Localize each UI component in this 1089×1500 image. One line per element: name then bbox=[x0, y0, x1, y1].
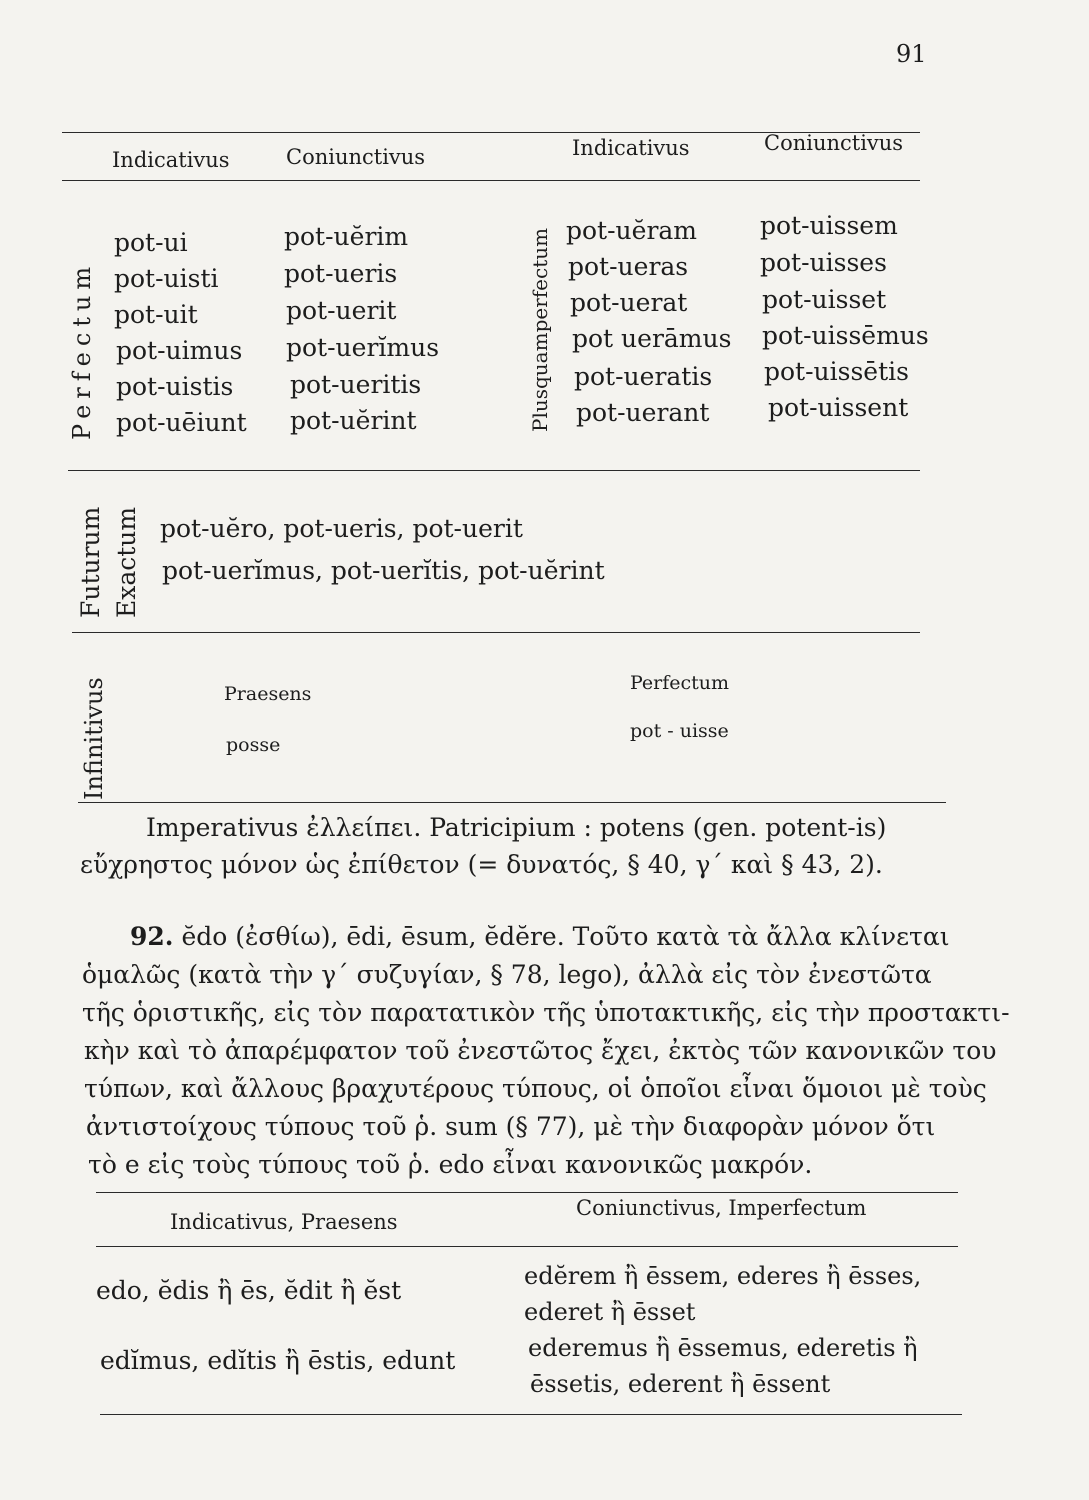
table-header-rule bbox=[62, 180, 920, 181]
perf-conj-4: pot-uerĭmus bbox=[286, 333, 440, 362]
section-92-line-5: τύπων, καὶ ἄλλους βραχυτέρους τύπους, οἱ ὁποῖοι εἶναι ὅμοιοι μὲ τοὺς bbox=[84, 1074, 987, 1103]
perf-conj-2: pot-ueris bbox=[284, 259, 398, 288]
perf-conj-5: pot-ueritis bbox=[290, 370, 422, 399]
perf-ind-4: pot-uimus bbox=[116, 336, 243, 365]
plusquamperfectum-label: Plusquamperfectum bbox=[528, 227, 552, 432]
plusq-ind-1: pot-uĕram bbox=[566, 216, 698, 245]
header-left-indicativus: Indicativus bbox=[112, 148, 230, 172]
plusq-conj-2: pot-uisses bbox=[760, 248, 887, 277]
header-left-coniunctivus: Coniunctivus bbox=[286, 145, 426, 169]
header-right-indicativus: Indicativus bbox=[572, 136, 690, 160]
edo-table-bottom-rule bbox=[100, 1414, 962, 1415]
edo-left-row-2: edĭmus, edĭtis ἢ ēstis, edunt bbox=[100, 1346, 456, 1375]
page-number: 91 bbox=[896, 40, 927, 68]
perfectum-bottom-rule bbox=[68, 470, 920, 471]
futurum-line-2: pot-uerĭmus, pot-uerĭtis, pot-uĕrint bbox=[162, 556, 605, 585]
edo-right-row-1: edĕrem ἢ ēssem, ederes ἢ ēsses, bbox=[524, 1262, 922, 1290]
edo-header-left: Indicativus, Praesens bbox=[170, 1210, 398, 1234]
section-92-line-1-text: ĕdo (ἐσθίω), ēdi, ēsum, ĕdĕre. Τοῦτο κατὰ τὰ ἄλλα κλίνεται bbox=[181, 922, 950, 951]
perf-ind-3: pot-uit bbox=[114, 300, 198, 329]
perf-conj-6: pot-uĕrint bbox=[290, 406, 417, 435]
perf-ind-6: pot-uēiunt bbox=[116, 408, 247, 437]
section-92-number: 92. bbox=[130, 922, 174, 951]
perfectum-label: Perfectum bbox=[68, 260, 96, 440]
edo-right-row-2: ederet ἢ ēsset bbox=[524, 1298, 696, 1326]
section-92-line-4: κὴν καὶ τὸ ἀπαρέμφατον τοῦ ἐνεστῶτος ἔχει, ἐκτὸς τῶν κανονικῶν του bbox=[84, 1036, 997, 1065]
infinitivus-perfectum-label: Perfectum bbox=[630, 672, 730, 694]
perf-ind-2: pot-uisti bbox=[114, 264, 219, 293]
infinitivus-label: Infinitivus bbox=[80, 677, 108, 800]
edo-table-top-rule bbox=[96, 1192, 958, 1193]
edo-header-right: Coniunctivus, Imperfectum bbox=[576, 1196, 867, 1220]
header-right-coniunctivus: Coniunctivus bbox=[764, 131, 904, 155]
section-92-line-3: τῆς ὁριστικῆς, εἰς τὸν παρατατικὸν τῆς ὑποτακτικῆς, εἰς τὴν προστακτι- bbox=[82, 998, 1010, 1027]
plusq-ind-4: pot uerāmus bbox=[572, 324, 732, 353]
plusq-conj-5: pot-uissētis bbox=[764, 357, 909, 386]
infinitivus-perfectum-form: pot - uisse bbox=[630, 720, 729, 742]
edo-right-row-3: ederemus ἢ ēssemus, ederetis ἢ bbox=[528, 1334, 918, 1362]
perf-ind-1: pot-ui bbox=[114, 228, 188, 257]
plusq-ind-3: pot-uerat bbox=[570, 288, 688, 317]
futurum-label: Futurum bbox=[76, 506, 105, 618]
edo-left-row-1: edo, ĕdis ἢ ēs, ĕdit ἢ ĕst bbox=[96, 1276, 402, 1305]
imperativus-line-2: εὔχρηστος μόνον ὡς ἐπίθετον (= δυνατός, § 40, γ΄ καὶ § 43, 2). bbox=[80, 850, 883, 879]
infinitivus-praesens-label: Praesens bbox=[224, 683, 312, 705]
section-92-line-7: τὸ e εἰς τοὺς τύπους τοῦ ῥ. edo εἶναι κανονικῶς μακρόν. bbox=[88, 1150, 813, 1179]
plusq-ind-6: pot-uerant bbox=[576, 398, 710, 427]
plusq-conj-4: pot-uissēmus bbox=[762, 321, 929, 350]
plusq-conj-6: pot-uissent bbox=[768, 393, 909, 422]
perf-ind-5: pot-uistis bbox=[116, 372, 234, 401]
edo-table-header-rule bbox=[96, 1246, 958, 1247]
infinitivus-bottom-rule bbox=[78, 802, 946, 803]
section-92-line-2: ὁμαλῶς (κατὰ τὴν γ΄ συζυγίαν, § 78, lego), ἀλλὰ εἰς τὸν ἐνεστῶτα bbox=[82, 960, 932, 989]
imperativus-line-1: Imperativus ἐλλείπει. Patricipium : potens (gen. potent-is) bbox=[146, 813, 887, 842]
plusq-conj-3: pot-uisset bbox=[762, 285, 887, 314]
plusq-ind-2: pot-ueras bbox=[568, 252, 689, 281]
infinitivus-praesens-form: posse bbox=[226, 734, 281, 756]
futurum-line-1: pot-uĕro, pot-ueris, pot-uerit bbox=[160, 514, 523, 543]
perf-conj-3: pot-uerit bbox=[286, 296, 397, 325]
futurum-bottom-rule bbox=[72, 632, 920, 633]
plusq-conj-1: pot-uissem bbox=[760, 211, 898, 240]
edo-right-row-4: ēssetis, ederent ἢ ēssent bbox=[530, 1370, 831, 1398]
exactum-label: Exactum bbox=[112, 506, 141, 618]
plusq-ind-5: pot-ueratis bbox=[574, 362, 713, 391]
perf-conj-1: pot-uĕrim bbox=[284, 222, 409, 251]
section-92-line-6: ἀντιστοίχους τύπους τοῦ ῥ. sum (§ 77), μὲ τὴν διαφορὰν μόνον ὅτι bbox=[86, 1112, 936, 1141]
section-92-line-1 bbox=[130, 922, 950, 951]
